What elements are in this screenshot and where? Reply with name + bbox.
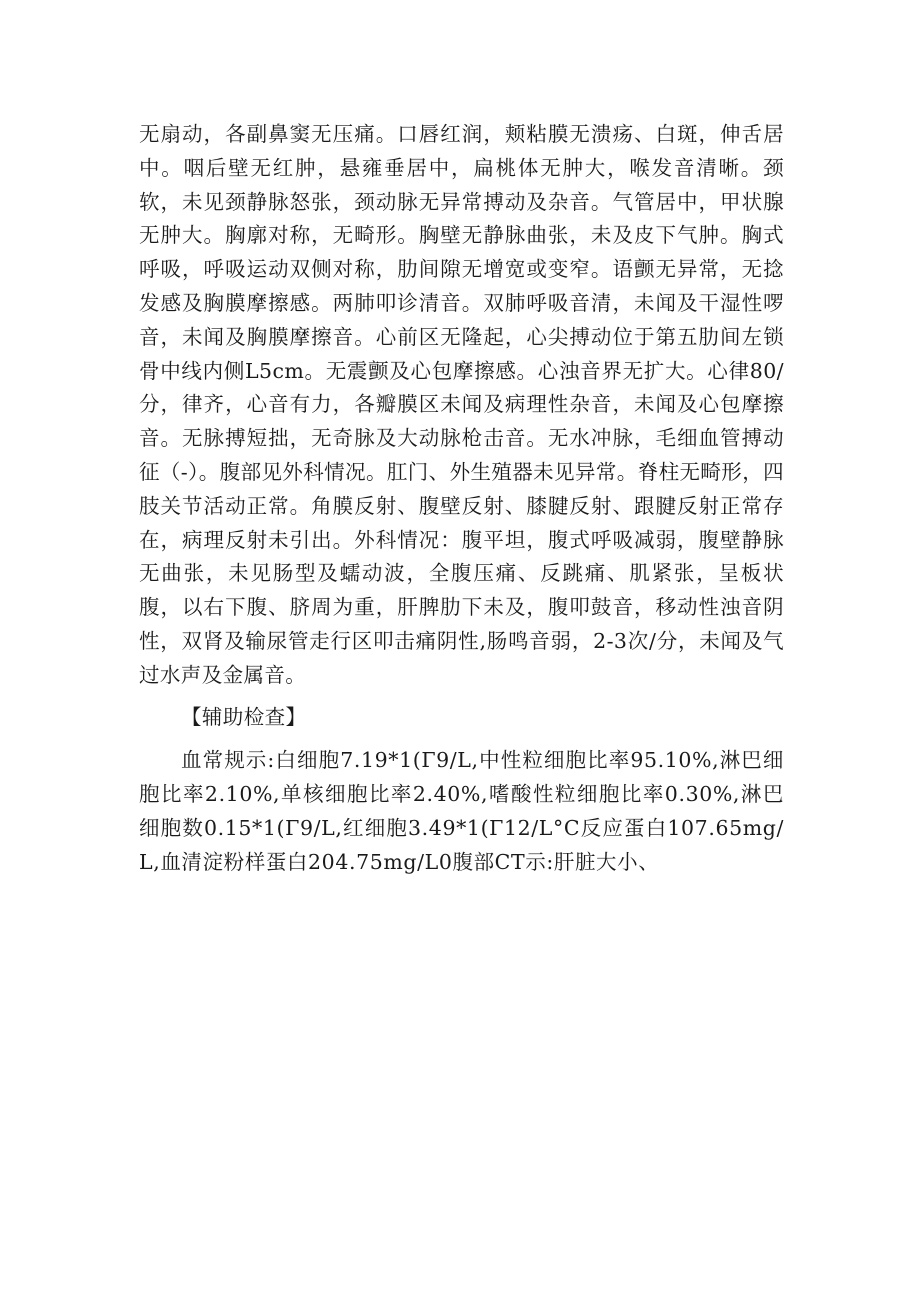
physical-exam-paragraph: 无扇动，各副鼻窦无压痛。口唇红润，颊粘膜无溃疡、白斑，伸舌居中。咽后壁无红肿，悬雍垂居中，扁桃体无肿大，喉发音清晰。颈软，未见颈静脉怒张，颈动脉无异常搏动及杂音。气管居中，甲状腺无肿大。胸廓对称，无畸形。胸壁无静脉曲张，未及皮下气肿。胸式呼吸，呼吸运动双侧对称，肋间隙无增宽或变窄。语颤无异常，无捻发感及胸膜摩擦感。两肺叩诊清音。双肺呼吸音清，未闻及干湿性啰音，未闻及胸膜摩擦音。心前区无隆起，心尖搏动位于第五肋间左锁骨中线内侧L5cm。无震颤及心包摩擦感。心浊音界无扩大。心律80/分，律齐，心音有力，各瓣膜区未闻及病理性杂音，未闻及心包摩擦音。无脉搏短拙，无奇脉及大动脉枪击音。无水冲脉，毛细血管搏动征（-）。腹部见外科情况。肛门、外生殖器未见异常。脊柱无畸形，四肢关节活动正常。角膜反射、腹壁反射、膝腱反射、跟腱反射正常存在，病理反射未引出。外科情况：腹平坦，腹式呼吸减弱，腹壁静脉无曲张，未见肠型及蠕动波，全腹压痛、反跳痛、肌紧张，呈板状腹，以右下腹、脐周为重，肝脾肋下未及，腹叩鼓音，移动性浊音阴性，双肾及输尿管走行区叩击痛阴性,肠鸣音弱，2-3次/分，未闻及气过水声及金属音。 [139, 122, 784, 687]
document-page [139, 118, 784, 880]
lab-results-paragraph: 血常规示:白细胞7.19*1(Γ9/L,中性粒细胞比率95.10%,淋巴细胞比率2.10%,单核细胞比率2.40%,嗜酸性粒细胞比率0.30%,淋巴细胞数0.15*1(Γ9/L,红细胞3.49*1(Γ12/L°C反应蛋白107.65mg/L,血清淀粉样蛋白204.75mg/L0腹部CT示:肝脏大小、 [139, 748, 784, 874]
section-heading-auxiliary-exam: 【辅助检查】 [181, 704, 307, 729]
